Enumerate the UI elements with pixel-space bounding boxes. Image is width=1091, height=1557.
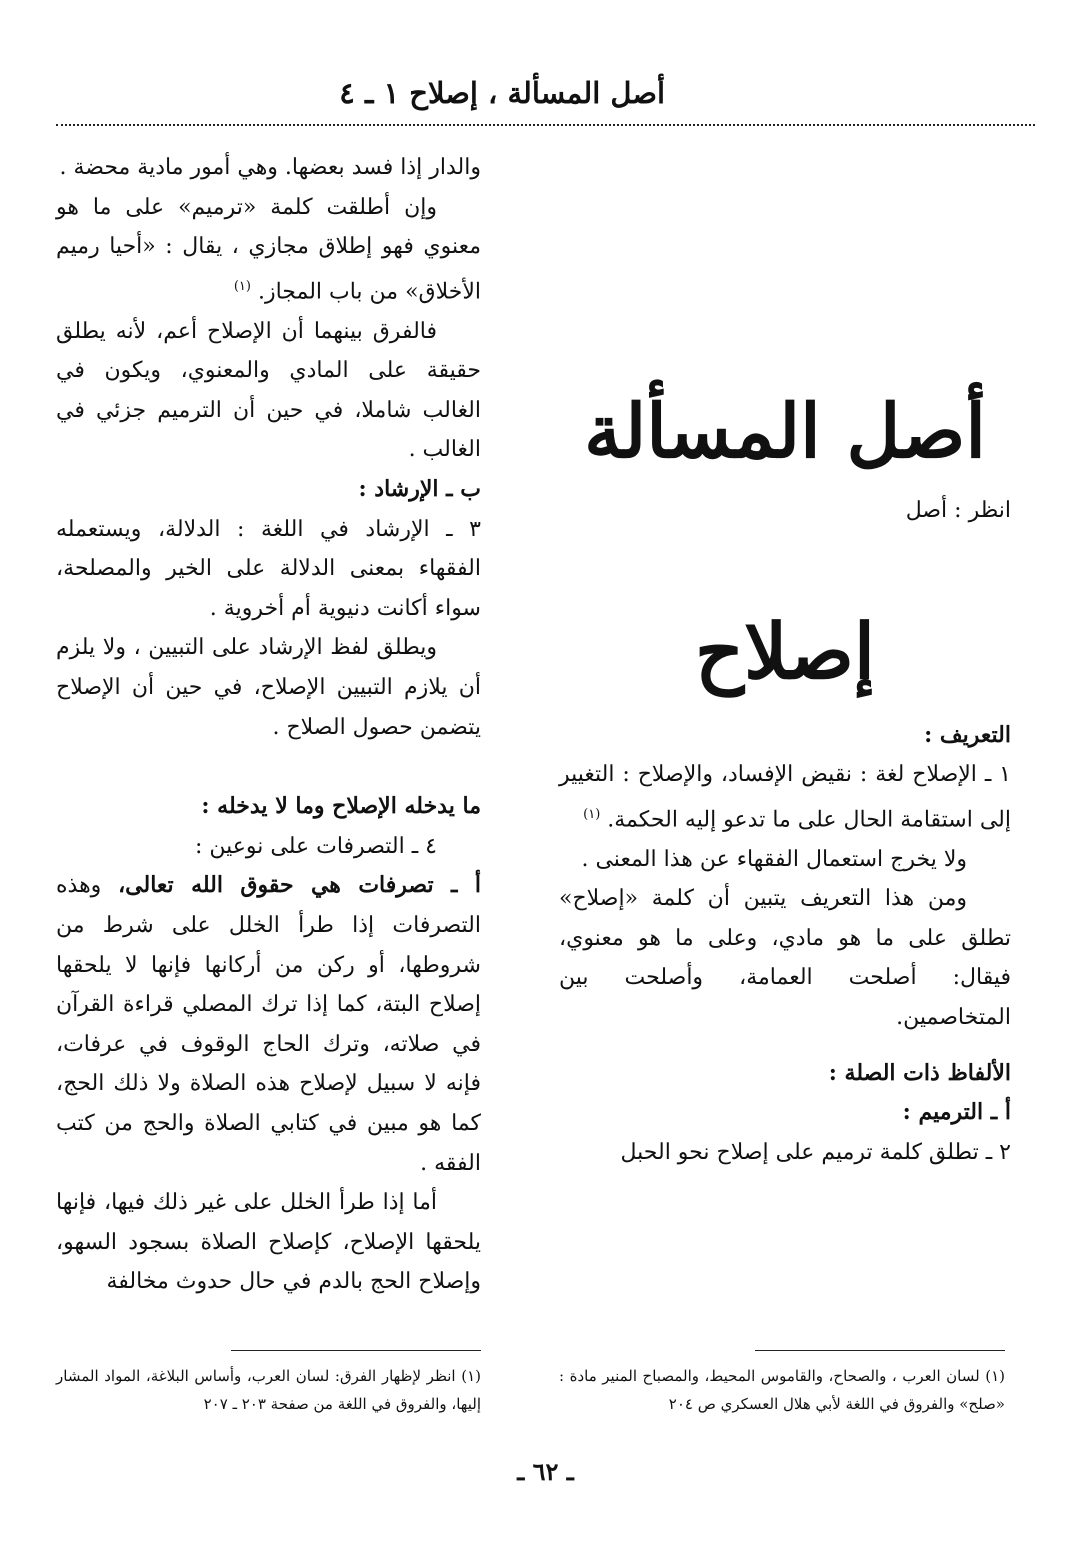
see-also-reference: انظر : أصل bbox=[905, 497, 1011, 523]
left-paragraph-1: والدار إذا فسد بعضها. وهي أمور مادية محضة . bbox=[59, 155, 481, 180]
scope-paragraph-2 bbox=[56, 866, 481, 1183]
header-title: أصل المسألة ، إصلاح ١ ـ ٤ bbox=[339, 76, 665, 110]
scope-paragraph-3: أما إذا طرأ الخلل على غير ذلك فيها، فإنها يلحقها الإصلاح، كإصلاح الصلاة بسجود السهو، وإصلاح الحج بالدم في حال حدوث مخالفة bbox=[56, 1190, 481, 1295]
title-islah: إصلاح bbox=[694, 607, 876, 697]
footnote-ref-left-1: (١) bbox=[233, 278, 251, 294]
related-terms-heading: الألفاظ ذات الصلة : bbox=[828, 1059, 1011, 1086]
running-header bbox=[56, 70, 1035, 130]
irshad-heading: ب ـ الإرشاد : bbox=[358, 476, 481, 503]
irshad-paragraph-2: ويطلق لفظ الإرشاد على التبيين ، ولا يلزم أن يلازم التبيين الإصلاح، في حين أن الإصلاح يتضمن حصول الصلاح . bbox=[56, 635, 481, 740]
footnote-right: (١) لسان العرب ، والصحاح، والقاموس المحيط، والمصباح المنير مادة : «صلح» والفروق في اللغة لأبي هلال العسكري ص ٢٠٤ bbox=[559, 1367, 1005, 1413]
footnote-left: (١) انظر لإظهار الفرق: لسان العرب، وأساس البلاغة، المواد المشار إليها، والفروق في اللغة من صفحة ٢٠٣ ـ ٢٠٧ bbox=[56, 1367, 481, 1413]
scope-paragraph-2-text: وهذه التصرفات إذا طرأ الخلل على شرط من شروطها، أو ركن من أركانها فإنها لا يلحقها إصلاح البتة، كما إذا ترك المصلي قراءة القرآن في صلاته، وترك الحاج الوقوف في عرفات، فإنه لا سبيل لإصلاح هذه الصلاة ولا ذلك الحج، كما هو مبين في كتابي الصلاة والحج من كتب الفقه . bbox=[56, 873, 481, 1176]
scope-heading: ما يدخله الإصلاح وما لا يدخله : bbox=[201, 793, 481, 820]
definition-paragraph-3: ومن هذا التعريف يتبين أن كلمة «إصلاح» تطلق على ما هو مادي، وعلى ما هو معنوي، فيقال: أصلحت العمامة، وأصلحت بين المتخاصمين. bbox=[559, 886, 1011, 1031]
footnote-rule-left bbox=[231, 1350, 481, 1351]
header-dotted-rule bbox=[56, 124, 1035, 126]
footnote-rule-right bbox=[755, 1350, 1005, 1351]
right-column bbox=[559, 148, 1011, 1172]
definition-paragraph-1-text: ١ ـ الإصلاح لغة : نقيض الإفساد، والإصلاح : التغيير إلى استقامة الحال على ما تدعو إليه الحكمة. bbox=[559, 762, 1011, 833]
definition-paragraph-1 bbox=[559, 755, 1011, 840]
footnote-ref-1: (١) bbox=[583, 806, 601, 822]
tarmim-heading: أ ـ الترميم : bbox=[902, 1099, 1011, 1126]
definition-paragraph-2: ولا يخرج استعمال الفقهاء عن هذا المعنى . bbox=[581, 846, 967, 872]
left-paragraph-2-text: وإن أطلقت كلمة «ترميم» على ما هو معنوي فهو إطلاق مجازي ، يقال : «أحيا رميم الأخلاق» من باب المجاز. bbox=[56, 194, 481, 305]
definition-heading: التعريف : bbox=[924, 721, 1011, 748]
left-paragraph-3: فالفرق بينهما أن الإصلاح أعم، لأنه يطلق حقيقة على المادي والمعنوي، ويكون في الغالب شاملا، في حين أن الترميم جزئي في الغالب . bbox=[56, 318, 481, 463]
irshad-paragraph-1: ٣ ـ الإرشاد في اللغة : الدلالة، ويستعمله الفقهاء بمعنى الدلالة على الخير والمصلحة، سواء أكانت دنيوية أم أخروية . bbox=[56, 516, 481, 621]
scope-paragraph-1: ٤ ـ التصرفات على نوعين : bbox=[194, 833, 437, 859]
scope-paragraph-2-bold: أ ـ تصرفات هي حقوق الله تعالى، bbox=[118, 872, 482, 899]
left-column bbox=[56, 148, 481, 1302]
tarmim-paragraph: ٢ ـ تطلق كلمة ترميم على إصلاح نحو الحبل bbox=[620, 1139, 1011, 1165]
title-asl-almasala: أصل المسألة bbox=[584, 389, 986, 475]
left-paragraph-2 bbox=[56, 188, 481, 312]
page-number: ـ ٦٢ ـ bbox=[517, 1457, 574, 1486]
